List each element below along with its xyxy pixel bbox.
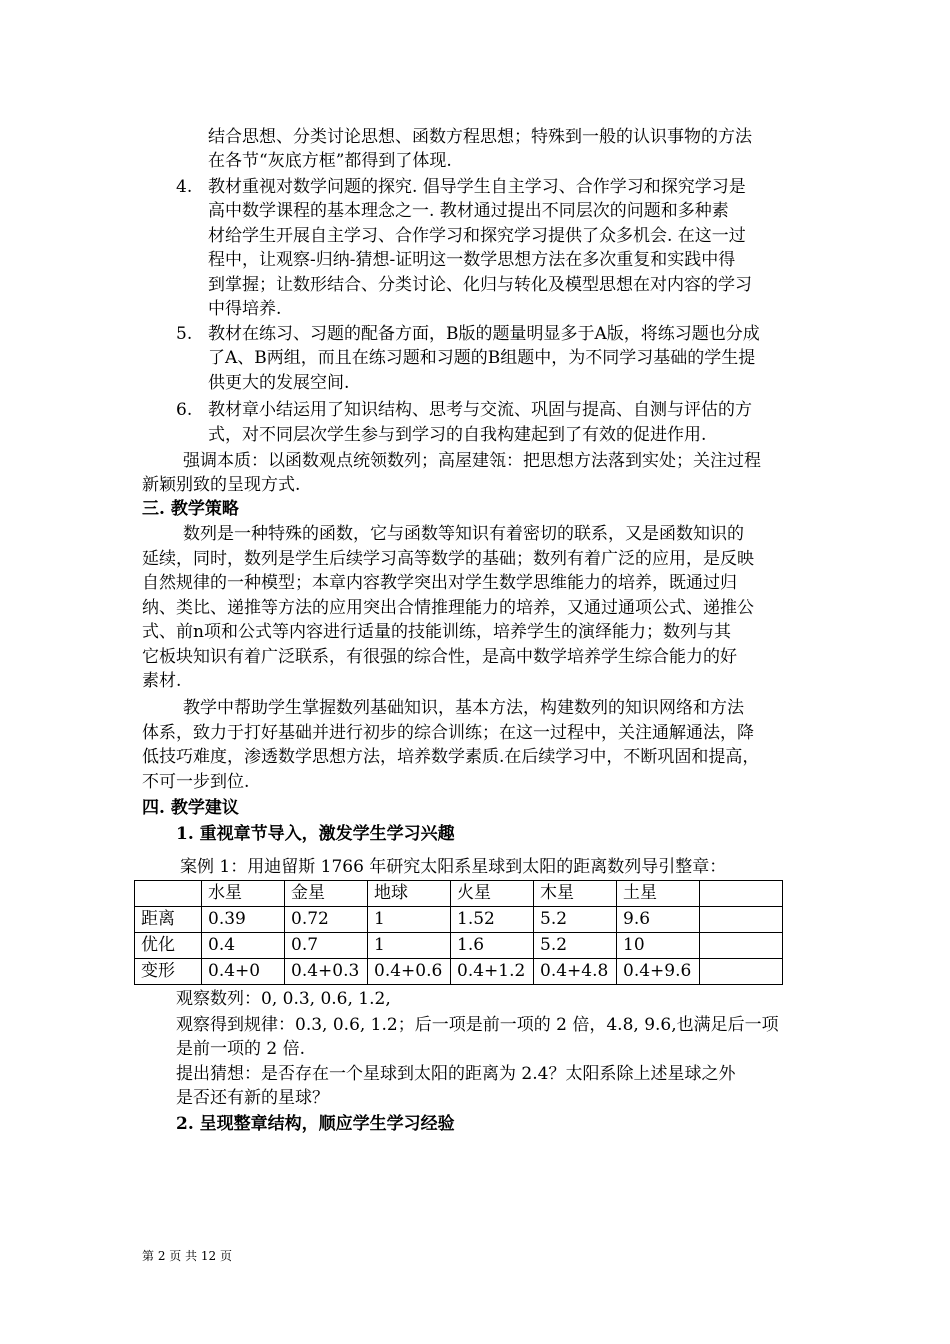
table-cell: 9.6 <box>617 907 700 933</box>
table-row <box>135 907 783 933</box>
table-cell: 金星 <box>285 881 368 907</box>
subsection-heading: 1. 重视章节导入，激发学生学习兴趣 <box>176 824 455 844</box>
observation-line: 是前一项的 2 倍. <box>176 1039 306 1059</box>
table-cell: 10 <box>617 933 700 959</box>
table-cell: 5.2 <box>534 907 617 933</box>
table-cell: 1 <box>368 907 451 933</box>
list-item-line: 材给学生开展自主学习、合作学习和探究学习提供了众多机会. 在这一过 <box>208 226 746 246</box>
paragraph-line: 纳、类比、递推等方法的应用突出合情推理能力的培养，又通过通项公式、递推公 <box>142 598 754 618</box>
observation-line: 提出猜想：是否存在一个星球到太阳的距离为 2.4？太阳系除上述星球之外 <box>176 1064 736 1084</box>
paragraph-line: 数列是一种特殊的函数，它与函数等知识有着密切的联系，又是函数知识的 <box>183 524 744 544</box>
table-cell: 1.52 <box>451 907 534 933</box>
table-cell: 0.39 <box>202 907 285 933</box>
table-cell: 0.4 <box>202 933 285 959</box>
table-cell: 变形 <box>135 959 202 985</box>
table-cell: 0.7 <box>285 933 368 959</box>
table-cell: 1.6 <box>451 933 534 959</box>
table-cell: 水星 <box>202 881 285 907</box>
observation-line: 是否还有新的星球？ <box>176 1088 329 1108</box>
list-item-line: 教材重视对数学问题的探究. 倡导学生自主学习、合作学习和探究学习是 <box>208 177 746 197</box>
intro-line: 在各节“灰底方框”都得到了体现. <box>208 151 452 171</box>
paragraph-line: 自然规律的一种模型；本章内容教学突出对学生数学思维能力的培养，既通过归 <box>142 573 737 593</box>
paragraph-line: 不可一步到位. <box>142 772 250 792</box>
paragraph-line: 低技巧难度，渗透数学思想方法，培养数学素质.在后续学习中，不断巩固和提高， <box>142 747 760 767</box>
page-footer: 第 2 页 共 12 页 <box>142 1249 232 1263</box>
table-cell <box>700 881 783 907</box>
table-header-row <box>135 881 783 907</box>
table-cell: 火星 <box>451 881 534 907</box>
table-cell: 0.72 <box>285 907 368 933</box>
paragraph-line: 素材. <box>142 671 182 691</box>
table-cell: 优化 <box>135 933 202 959</box>
table-row <box>135 959 783 985</box>
table-cell: 1 <box>368 933 451 959</box>
emphasis-line: 新颖别致的呈现方式. <box>142 475 301 495</box>
list-item-line: 式，对不同层次学生参与到学习的自我构建起到了有效的促进作用. <box>208 425 707 445</box>
list-item-number: 4. <box>176 177 193 197</box>
table-cell <box>700 933 783 959</box>
intro-line: 结合思想、分类讨论思想、函数方程思想；特殊到一般的认识事物的方法 <box>208 127 752 147</box>
list-item-line: 到掌握；让数形结合、分类讨论、化归与转化及模型思想在对内容的学习 <box>208 275 752 295</box>
paragraph-line: 式、前n项和公式等内容进行适量的技能训练，培养学生的演绎能力；数列与其 <box>142 622 731 642</box>
observation-line: 观察得到规律：0.3, 0.6, 1.2；后一项是前一项的 2 倍，4.8, 9.6,也满足后一项 <box>176 1015 779 1035</box>
case-intro: 案例 1：用迪留斯 1766 年研究太阳系星球到太阳的距离数列导引整章： <box>180 857 727 877</box>
list-item-line: 教材章小结运用了知识结构、思考与交流、巩固与提高、自测与评估的方 <box>208 400 752 420</box>
list-item-line: 教材在练习、习题的配备方面，B版的题量明显多于A版，将练习题也分成 <box>208 324 760 344</box>
list-item-line: 高中数学课程的基本理念之一. 教材通过提出不同层次的问题和多种素 <box>208 201 729 221</box>
table-cell: 0.4+0 <box>202 959 285 985</box>
section-heading: 三. 教学策略 <box>142 499 239 519</box>
table-cell: 木星 <box>534 881 617 907</box>
list-item-line: 了A、B两组，而且在练习题和习题的B组题中，为不同学习基础的学生提 <box>208 348 756 368</box>
paragraph-line: 它板块知识有着广泛联系，有很强的综合性，是高中数学培养学生综合能力的好 <box>142 647 737 667</box>
list-item-line: 程中，让观察-归纳-猜想-证明这一数学思想方法在多次重复和实践中得 <box>208 250 736 270</box>
paragraph-line: 延续，同时，数列是学生后续学习高等数学的基础；数列有着广泛的应用，是反映 <box>142 549 754 569</box>
table-cell: 0.4+1.2 <box>451 959 534 985</box>
emphasis-line: 强调本质：以函数观点统领数列；高屋建瓴：把思想方法落到实处；关注过程 <box>183 451 761 471</box>
table-cell: 土星 <box>617 881 700 907</box>
list-item-number: 5. <box>176 324 193 344</box>
table-row <box>135 933 783 959</box>
list-item-line: 中得培养. <box>208 299 282 319</box>
section-heading: 四. 教学建议 <box>142 798 239 818</box>
table-cell: 5.2 <box>534 933 617 959</box>
paragraph-line: 体系，致力于打好基础并进行初步的综合训练；在这一过程中，关注通解通法，降 <box>142 723 754 743</box>
table-cell <box>700 907 783 933</box>
planet-distance-table <box>134 880 783 985</box>
table-cell: 地球 <box>368 881 451 907</box>
list-item-line: 供更大的发展空间. <box>208 373 350 393</box>
table-cell: 0.4+9.6 <box>617 959 700 985</box>
table-cell: 0.4+0.6 <box>368 959 451 985</box>
table-cell: 0.4+0.3 <box>285 959 368 985</box>
observation-line: 观察数列：0, 0.3, 0.6, 1.2, <box>176 989 391 1009</box>
subsection-heading: 2. 呈现整章结构，顺应学生学习经验 <box>176 1114 455 1134</box>
paragraph-line: 教学中帮助学生掌握数列基础知识，基本方法，构建数列的知识网络和方法 <box>183 698 744 718</box>
table-cell: 0.4+4.8 <box>534 959 617 985</box>
table-cell: 距离 <box>135 907 202 933</box>
table-cell <box>700 959 783 985</box>
table-cell <box>135 881 202 907</box>
list-item-number: 6. <box>176 400 193 420</box>
